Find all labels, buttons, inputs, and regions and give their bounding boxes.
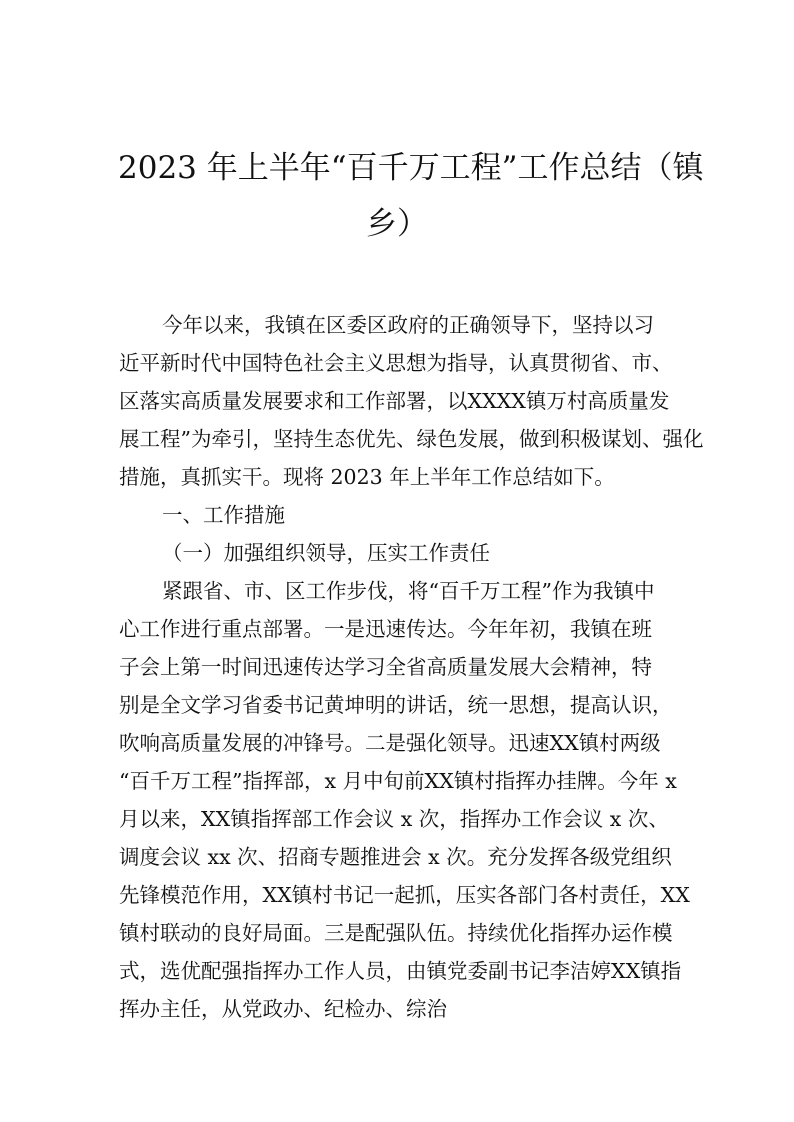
body-line: 区落实高质量发展要求和工作部署，以XXXX镇万村高质量发 [119,389,670,413]
body-line: 紧跟省、市、区工作步伐，将“百千万工程”作为我镇中 [162,579,655,603]
body-line: 今年以来，我镇在区委区政府的正确领导下，坚持以习 [162,313,654,337]
body-line: 挥办主任，从党政办、纪检办、综治 [119,997,447,1021]
title-line-1: 2023 年上半年“百千万工程”工作总结（镇 [118,150,704,186]
title-line-2: 乡） [366,206,428,242]
document-title [118,140,704,252]
body-line: 展工程”为牵引，坚持生态优先、绿色发展，做到积极谋划、强化 [119,427,704,451]
body-line: 吹响高质量发展的冲锋号。二是强化领导。迅速XX镇村两级 [119,731,661,755]
document-body [119,306,704,1028]
body-line: 措施，真抓实干。现将 2023 年上半年工作总结如下。 [119,465,615,489]
body-line: 先锋模范作用，XX镇村书记一起抓，压实各部门各村责任，XX [119,883,690,907]
section-heading: 一、工作措施 [162,503,285,527]
body-line: 月以来，XX镇指挥部工作会议 x 次，指挥办工作会议 x 次、 [119,807,669,831]
body-line: 调度会议 xx 次、招商专题推进会 x 次。充分发挥各级党组织 [119,845,672,869]
body-line: 近平新时代中国特色社会主义思想为指导，认真贯彻省、市、 [119,351,673,375]
body-line: “百千万工程”指挥部，x 月中旬前XX镇村指挥办挂牌。今年 x [119,769,677,793]
body-line: 式，选优配强指挥办工作人员，由镇党委副书记李洁婷XX镇指 [119,959,682,983]
body-line: 镇村联动的良好局面。三是配强队伍。持续优化指挥办运作模 [119,921,673,945]
body-line: 别是全文学习省委书记黄坤明的讲话，统一思想，提高认识， [119,693,673,717]
subsection-heading: （一）加强组织领导，压实工作责任 [162,541,490,565]
body-line: 子会上第一时间迅速传达学习全省高质量发展大会精神，特 [119,655,652,679]
body-line: 心工作进行重点部署。一是迅速传达。今年年初，我镇在班 [119,617,652,641]
